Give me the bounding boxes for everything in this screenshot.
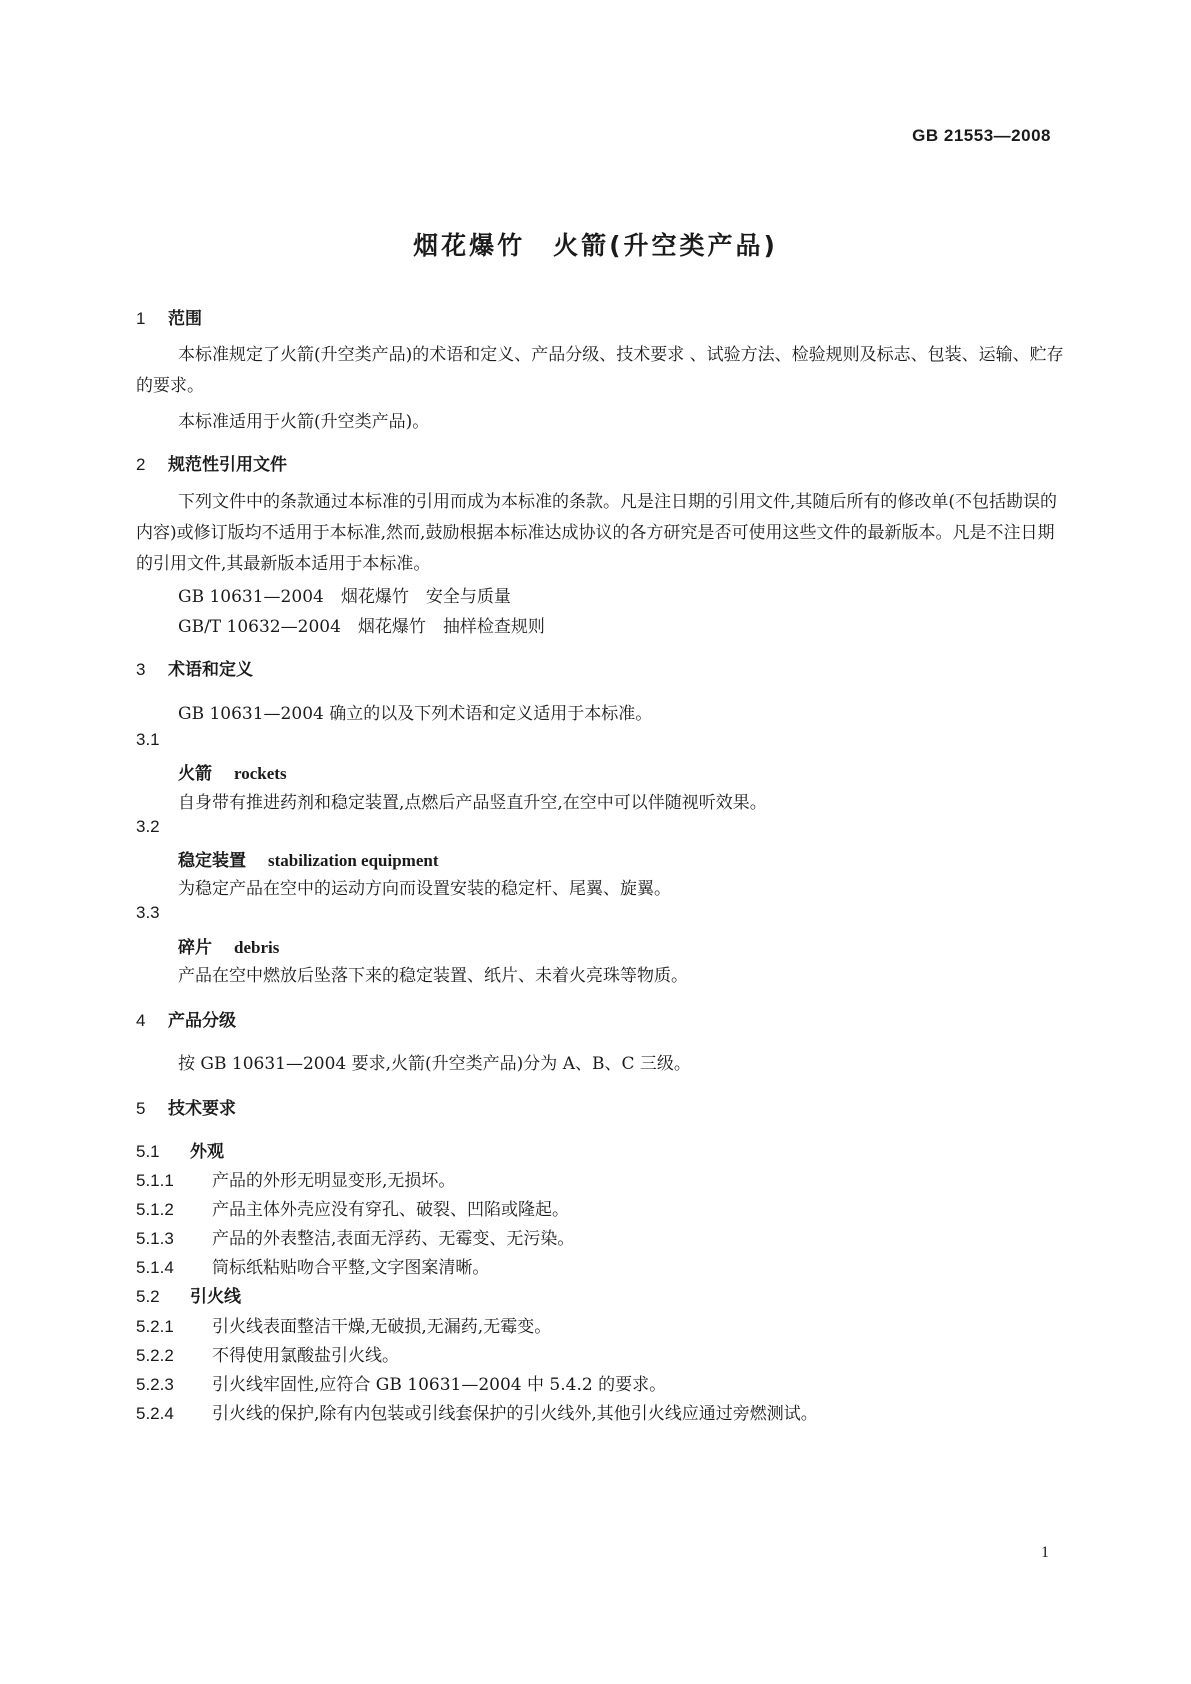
subsection-title: 引火线 [190, 1287, 241, 1307]
clause-number: 5.2.1 [136, 1317, 174, 1336]
section-number: 3 [136, 660, 146, 679]
section-number: 2 [136, 455, 146, 474]
clause-text: 产品主体外壳应没有穿孔、破裂、凹陷或隆起。 [212, 1200, 569, 1220]
clause-item [136, 1166, 455, 1191]
section-title: 范围 [168, 309, 202, 329]
clause-text: 产品的外形无明显变形,无损坏。 [212, 1171, 456, 1191]
term-zh: 碎片 [178, 938, 212, 958]
term-definition: 自身带有推进药剂和稳定装置,点燃后产品竖直升空,在空中可以伴随视听效果。 [178, 793, 767, 813]
section-title: 术语和定义 [168, 660, 253, 680]
clause-item [136, 1195, 569, 1220]
clause-number: 5.1.1 [136, 1171, 174, 1190]
term-zh: 稳定装置 [178, 851, 246, 871]
clause-item [136, 1224, 574, 1249]
page-number: 1 [1041, 1544, 1049, 1561]
clause-text: 引火线牢固性,应符合 GB 10631—2004 中 5.4.2 的要求。 [212, 1375, 667, 1395]
clause-number: 5.2.3 [136, 1375, 174, 1394]
section-5-heading [136, 1094, 236, 1119]
reference-item: GB/T 10632—2004 烟花爆竹 抽样检查规则 [178, 617, 545, 637]
clause-item [136, 1370, 666, 1395]
term-definition: 为稳定产品在空中的运动方向而设置安装的稳定杆、尾翼、旋翼。 [178, 879, 671, 899]
section-title: 产品分级 [168, 1011, 236, 1031]
clause-number: 5.2.4 [136, 1404, 174, 1423]
subsection-title: 外观 [190, 1142, 224, 1162]
subsection-5-1-heading [136, 1137, 224, 1162]
clause-text: 产品的外表整洁,表面无浮药、无霉变、无污染。 [212, 1229, 575, 1249]
section-title: 技术要求 [168, 1099, 236, 1119]
term-number: 3.1 [136, 730, 160, 749]
section-title: 规范性引用文件 [168, 455, 287, 475]
section-number: 4 [136, 1011, 146, 1030]
term-en: stabilization equipment [268, 851, 439, 870]
clause-text: 筒标纸粘贴吻合平整,文字图案清晰。 [212, 1258, 490, 1278]
term-heading [178, 759, 287, 784]
standard-number: GB 21553—2008 [912, 126, 1051, 145]
document-title: 烟花爆竹 火箭(升空类产品) [413, 231, 778, 260]
clause-item [136, 1399, 818, 1424]
clause-item [136, 1253, 489, 1278]
paragraph: 本标准适用于火箭(升空类产品)。 [178, 412, 430, 432]
section-number: 1 [136, 309, 146, 328]
term-number: 3.3 [136, 903, 160, 922]
term-en: rockets [234, 764, 287, 783]
clause-text: 引火线表面整洁干燥,无破损,无漏药,无霉变。 [212, 1317, 552, 1337]
term-zh: 火箭 [178, 764, 212, 784]
clause-number: 5.2.2 [136, 1346, 174, 1365]
term-number: 3.2 [136, 817, 160, 836]
clause-item [136, 1312, 551, 1337]
clause-number: 5.1.4 [136, 1258, 174, 1277]
paragraph: 下列文件中的条款通过本标准的引用而成为本标准的条款。凡是注日期的引用文件,其随后所有的修改单(不包括勘误的内容)或修订版均不适用于本标准,然而,鼓励根据本标准达成协议的各方研究是否可使用这些文件的最新版本。凡是不注日期的引用文件,其最新版本适用于本标准。 [136, 492, 1058, 574]
subsection-5-2-heading [136, 1282, 241, 1307]
clause-number: 5.1.3 [136, 1229, 174, 1248]
section-number: 5 [136, 1099, 146, 1118]
clause-text: 不得使用氯酸盐引火线。 [212, 1346, 399, 1366]
paragraph: GB 10631—2004 确立的以及下列术语和定义适用于本标准。 [178, 704, 653, 724]
term-heading [178, 846, 439, 871]
paragraph: 本标准规定了火箭(升空类产品)的术语和定义、产品分级、技术要求 、试验方法、检验规则及标志、包装、运输、贮存的要求。 [136, 345, 1064, 396]
term-en: debris [234, 938, 280, 957]
section-1-heading [136, 304, 202, 329]
term-definition: 产品在空中燃放后坠落下来的稳定装置、纸片、未着火亮珠等物质。 [178, 966, 688, 986]
subsection-number: 5.1 [136, 1142, 160, 1161]
section-4-heading [136, 1006, 236, 1031]
term-heading [178, 933, 279, 958]
clause-item [136, 1341, 399, 1366]
section-3-heading [136, 655, 253, 680]
subsection-number: 5.2 [136, 1287, 160, 1306]
reference-item: GB 10631—2004 烟花爆竹 安全与质量 [178, 587, 511, 607]
clause-number: 5.1.2 [136, 1200, 174, 1219]
paragraph: 按 GB 10631—2004 要求,火箭(升空类产品)分为 A、B、C 三级。 [178, 1054, 691, 1074]
section-2-heading [136, 450, 287, 475]
clause-text: 引火线的保护,除有内包装或引线套保护的引火线外,其他引火线应通过旁燃测试。 [212, 1404, 818, 1424]
